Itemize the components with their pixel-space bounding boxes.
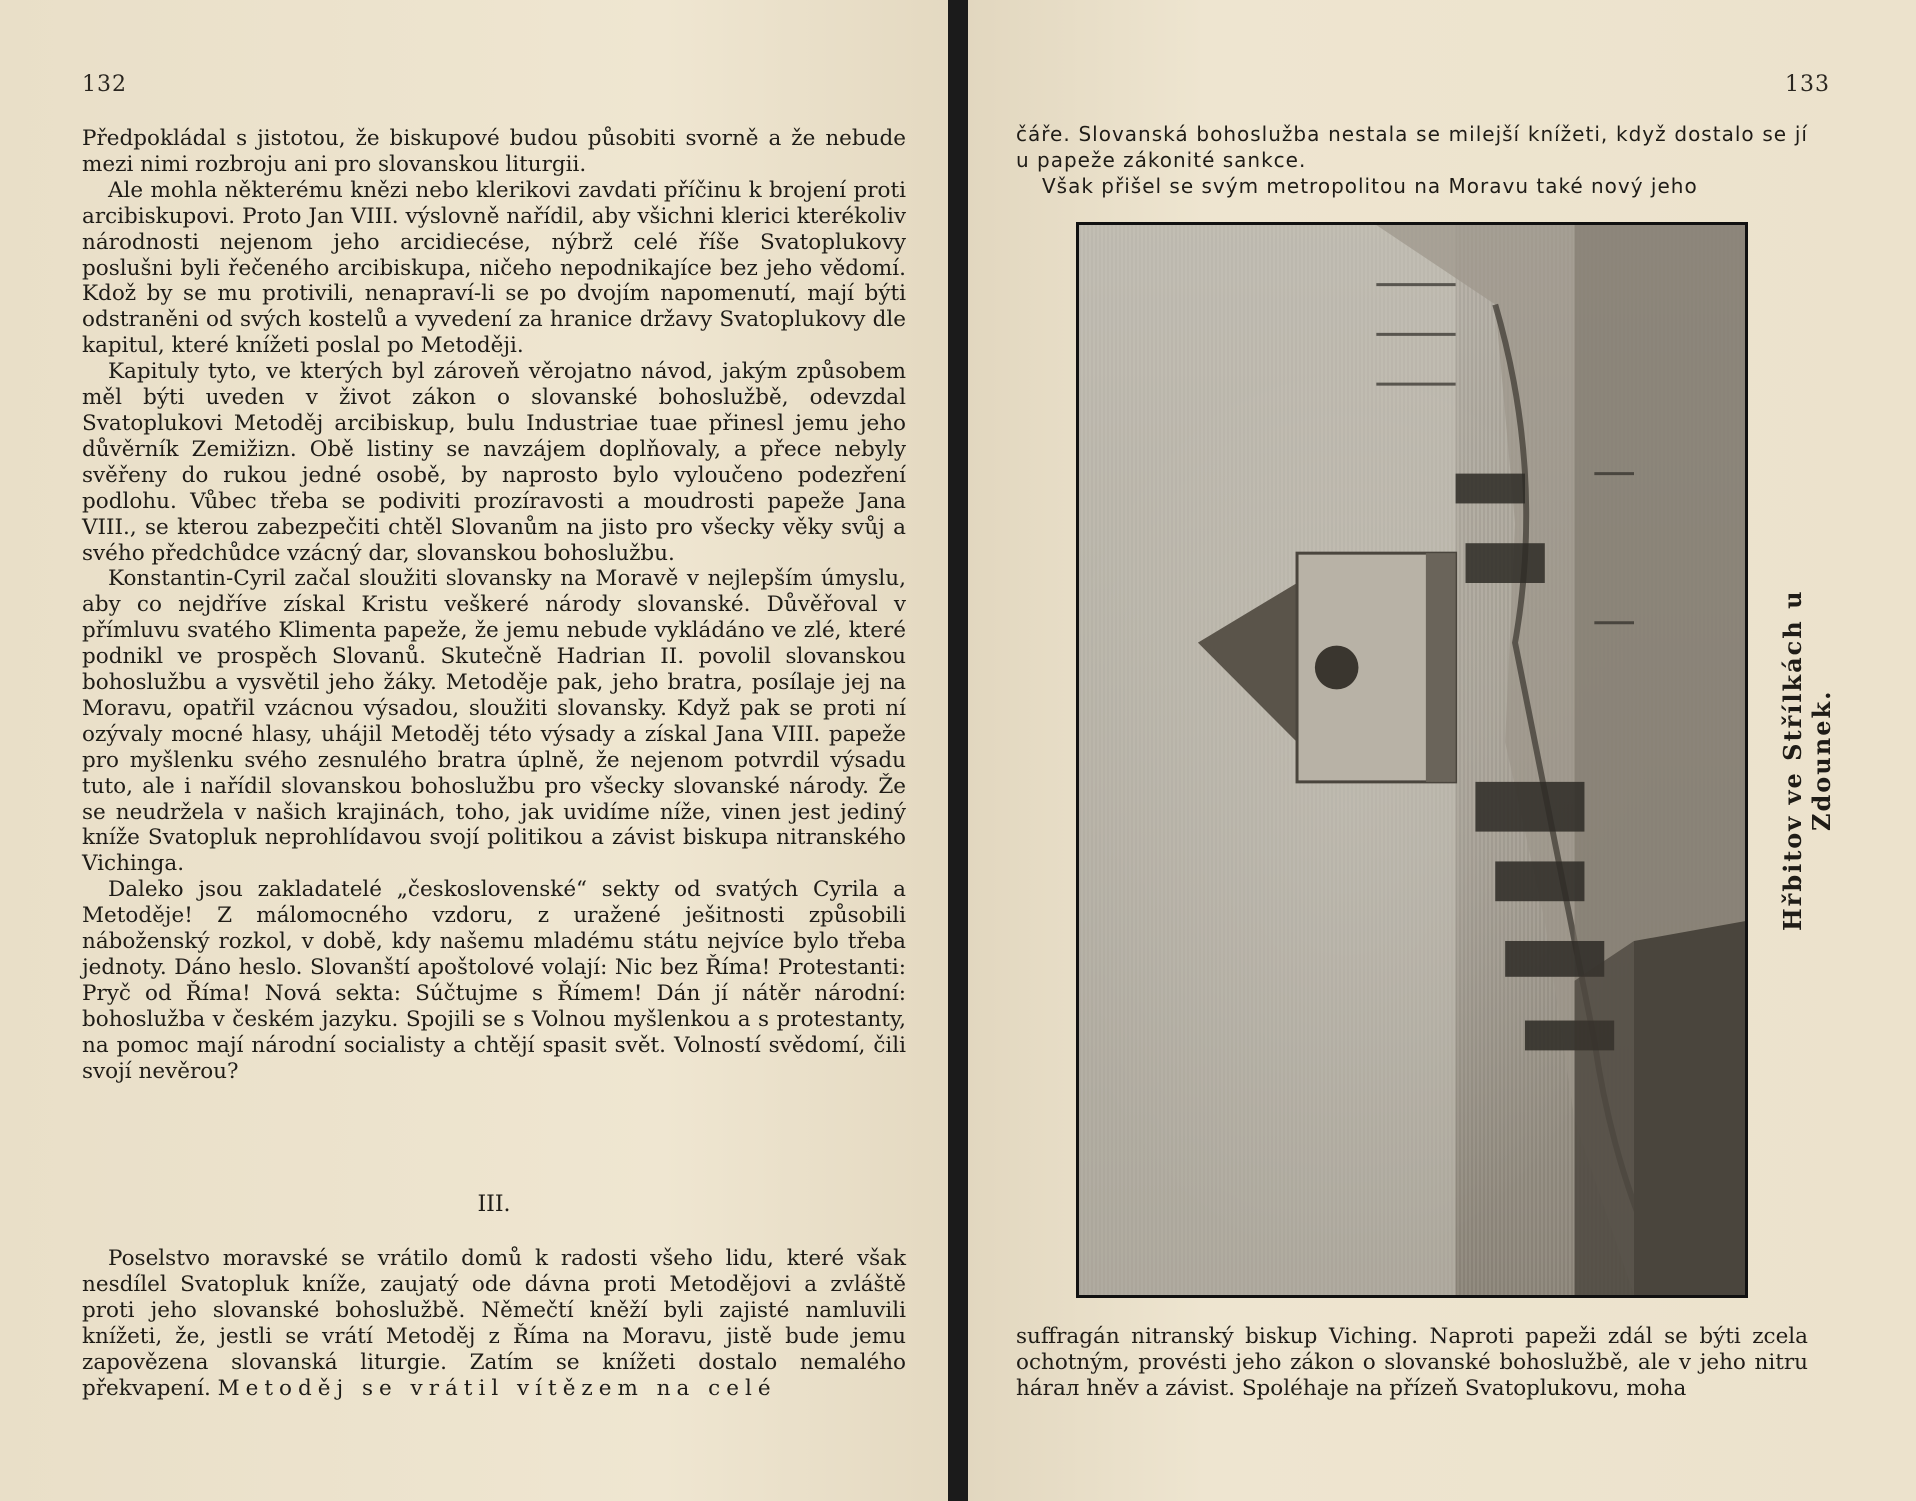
cemetery-photo <box>1076 222 1748 1298</box>
right-paragraph-3: suffragán nitranský biskup Viching. Naproti papeži zdál se býti zcela ochotným, provésti jeho zákon o slovanské bohoslužbě, ale v jeho nitru hárал hněv a závist. Spoléhaje na přízeň Svatoplukovu, moha <box>1016 1324 1808 1401</box>
right-bottom-text <box>1016 1324 1808 1402</box>
right-top-text <box>1016 122 1808 200</box>
paragraph-1: Předpokládal s jistotou, že biskupové budou působiti svorně a že nebude mezi nimi rozbroju ani pro slovanskou liturgii. <box>82 126 906 177</box>
right-paragraph-2: Však přišel se svým metropolitou na Moravu také nový jeho <box>1042 173 1698 198</box>
paragraph-6 <box>82 1246 906 1401</box>
page-number-left: 132 <box>82 72 127 97</box>
paragraph-3: Kapituly tyto, ve kterých byl zároveň věrojatno návod, jakým způsobem měl býti uveden v život zákon o slovanské bohoslužbě, odevzdal Svatoplukovi Metoděj arcibiskup, bulu Industriae tuae přinesl jemu jeho důvěrník Zemižizn. Obě listiny se navzájem doplňovaly, a přece nebyly svěřeny do rukou jedné osobě, by naprosto bylo vyloučeno podezření podlohu. Vůbec třeba se podiviti prozíravosti a moudrosti papeže Jana VIII., se kterou zabezpečiti chtěl Slovanům na jisto pro všecky věky svůj a svého předchůdce vzácný dar, slovanskou bohoslužbu. <box>82 359 906 566</box>
page-number-right: 133 <box>1785 72 1830 97</box>
paragraph-6-text: Poselstvo moravské se vrátilo domů k radosti všeho lidu, které však nesdílel Svatopluk kníže, zaujatý ode dávna proti Metodějovi a zvláště proti jeho slovanské bohoslužbě. Němečtí kněží byli zajisté namluvili knížeti, že, jestli se vrátí Metoděj z Říma na Moravu, jistě bude jemu zapovězena slovanská liturgie. Zatím se knížeti dostalo nemalého překvapení. <box>82 1246 906 1401</box>
right-paragraph-1: čáře. Slovanská bohoslužba nestala se milejší knížeti, když dostalo se jí u papeže zákonité sankce. <box>1016 122 1808 172</box>
section-heading: III. <box>477 1192 511 1217</box>
paragraph-2: Ale mohla některému knězi nebo klerikovi zavdati příčinu k brojení proti arcibiskupovi. Proto Jan VIII. výslovně nařídil, aby všichni klerici kterékoliv národnosti nejenom jeho arcidiecése, nýbrž celé říše Svatoplukovy poslušni byli řečeného arcibiskupa, ničeho nepodnikajíce bez jeho vědomí. Kdož by se mu protivili, nenapraví-li se po dvojím napomenutí, mají býti odstraněni od svých kostelů a vyvedení za hranice državy Svatoplukovy dle kapitul, které knížeti poslal po Metoději. <box>82 177 906 359</box>
left-section-text <box>82 1246 906 1401</box>
right-page <box>968 0 1916 1501</box>
paragraph-5: Daleko jsou zakladatelé „československé“ sekty od svatých Cyrila a Metoděje! Z málomocného vzdoru, z uražené ješitnosti způsobili náboženský rozkol, v době, kdy našemu mladému státu nejvíce bylo třeba jednoty. Dáno heslo. Slovanští apoštolové volají: Nic bez Říma! Protestanti: Pryč od Říma! Nová sekta: Súčtujme s Římem! Dán jí nátěr národní: bohoslužba v českém jazyku. Spojili se s Volnou myšlenkou a s protestanty, na pomoc mají národní socialisty a chtějí spasit svět. Volností svědomí, čili svojí nevěrou? <box>82 877 906 1084</box>
photo-caption: Hřbitov ve Střílkách u Zdounek. <box>1778 589 1836 931</box>
left-main-text <box>82 126 906 1085</box>
paragraph-6-spaced: Metoděj se vrátil vítězem na celé <box>217 1375 777 1401</box>
left-page <box>0 0 948 1501</box>
paragraph-4: Konstantin-Cyril začal sloužiti slovansky na Moravě v nejlepším úmyslu, aby co nejdříve získal Kristu veškeré národy slovanské. Důvěřoval v přímluvu svatého Klimenta papeže, že jemu nebude vykládáno ve zlé, které podnikl ve prospěch Slovanů. Skutečně Hadrian II. povolil slovanskou bohoslužbu a vysvětil jeho žáky. Metoděje pak, jeho bratra, posílaje jej na Moravu, opatřil vzácnou výsadou, sloužiti slovansky. Když pak se proti ní ozývaly mocné hlasy, uhájil Metoděj této výsady a získal Jana VIII. papeže pro myšlenku svého zesnulého bratra úplně, že nejenom potvrdil výsadu tuto, ale i nařídil slovanskou bohoslužbu pro všecky slovanské národy. Že se neudržela v našich krajinách, toho, jak uvidíme níže, vinen jest jediný kníže Svatopluk neprohlídavou svojí politikou a závist biskupa nitranského Vichinga. <box>82 566 906 877</box>
cemetery-photo-illustration <box>1079 225 1745 1295</box>
